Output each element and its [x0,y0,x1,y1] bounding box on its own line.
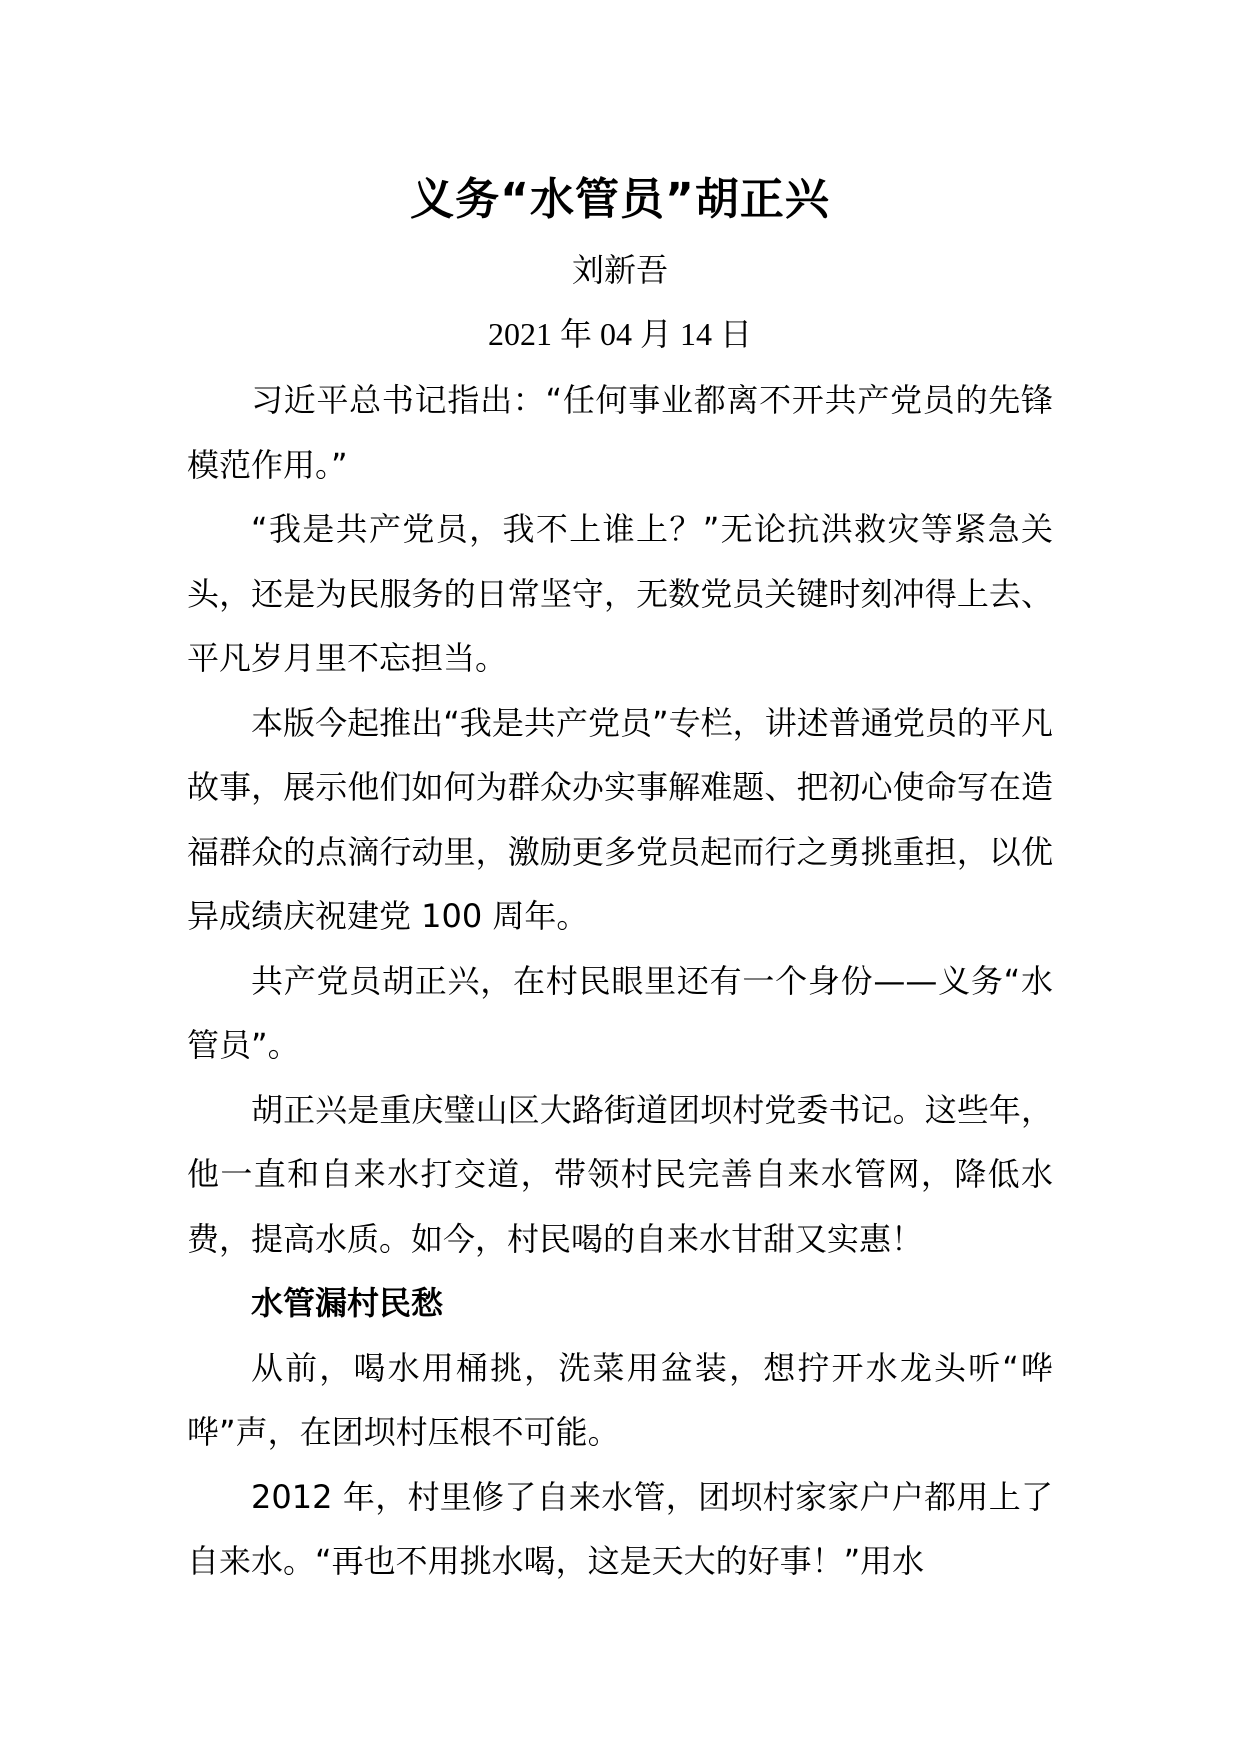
section-subheading: 水管漏村民愁 [251,1284,444,1322]
document-page [187,160,1053,1594]
paragraph: 从前，喝水用桶挑，洗菜用盆装，想拧开水龙头听“哗哗”声，在团坝村压根不可能。 [187,1348,1053,1451]
paragraph: 2012 年，村里修了自来水管，团坝村家家户户都用上了自来水。“再也不用挑水喝，这是天大的好事！”用水 [187,1477,1053,1580]
paragraph: 习近平总书记指出：“任何事业都离不开共产党员的先锋模范作用。” [187,381,1053,484]
paragraph: 共产党员胡正兴，在村民眼里还有一个身份——义务“水管员”。 [187,961,1053,1064]
article-body [187,368,1053,1594]
article-title: 义务“水管员”胡正兴 [410,174,830,225]
paragraph: “我是共产党员，我不上谁上？”无论抗洪救灾等紧急关头，还是为民服务的日常坚守，无数党员关键时刻冲得上去、平凡岁月里不忘担当。 [187,510,1053,677]
paragraph: 本版今起推出“我是共产党员”专栏，讲述普通党员的平凡故事，展示他们如何为群众办实事解难题、把初心使命写在造福群众的点滴行动里，激励更多党员起而行之勇挑重担，以优异成绩庆祝建党 100 周年。 [187,703,1053,935]
paragraph: 胡正兴是重庆璧山区大路街道团坝村党委书记。这些年，他一直和自来水打交道，带领村民完善自来水管网，降低水费，提高水质。如今，村民喝的自来水甘甜又实惠！ [187,1090,1053,1258]
article-author: 刘新吾 [571,251,668,289]
article-date: 2021 年 04 月 14 日 [487,316,752,352]
